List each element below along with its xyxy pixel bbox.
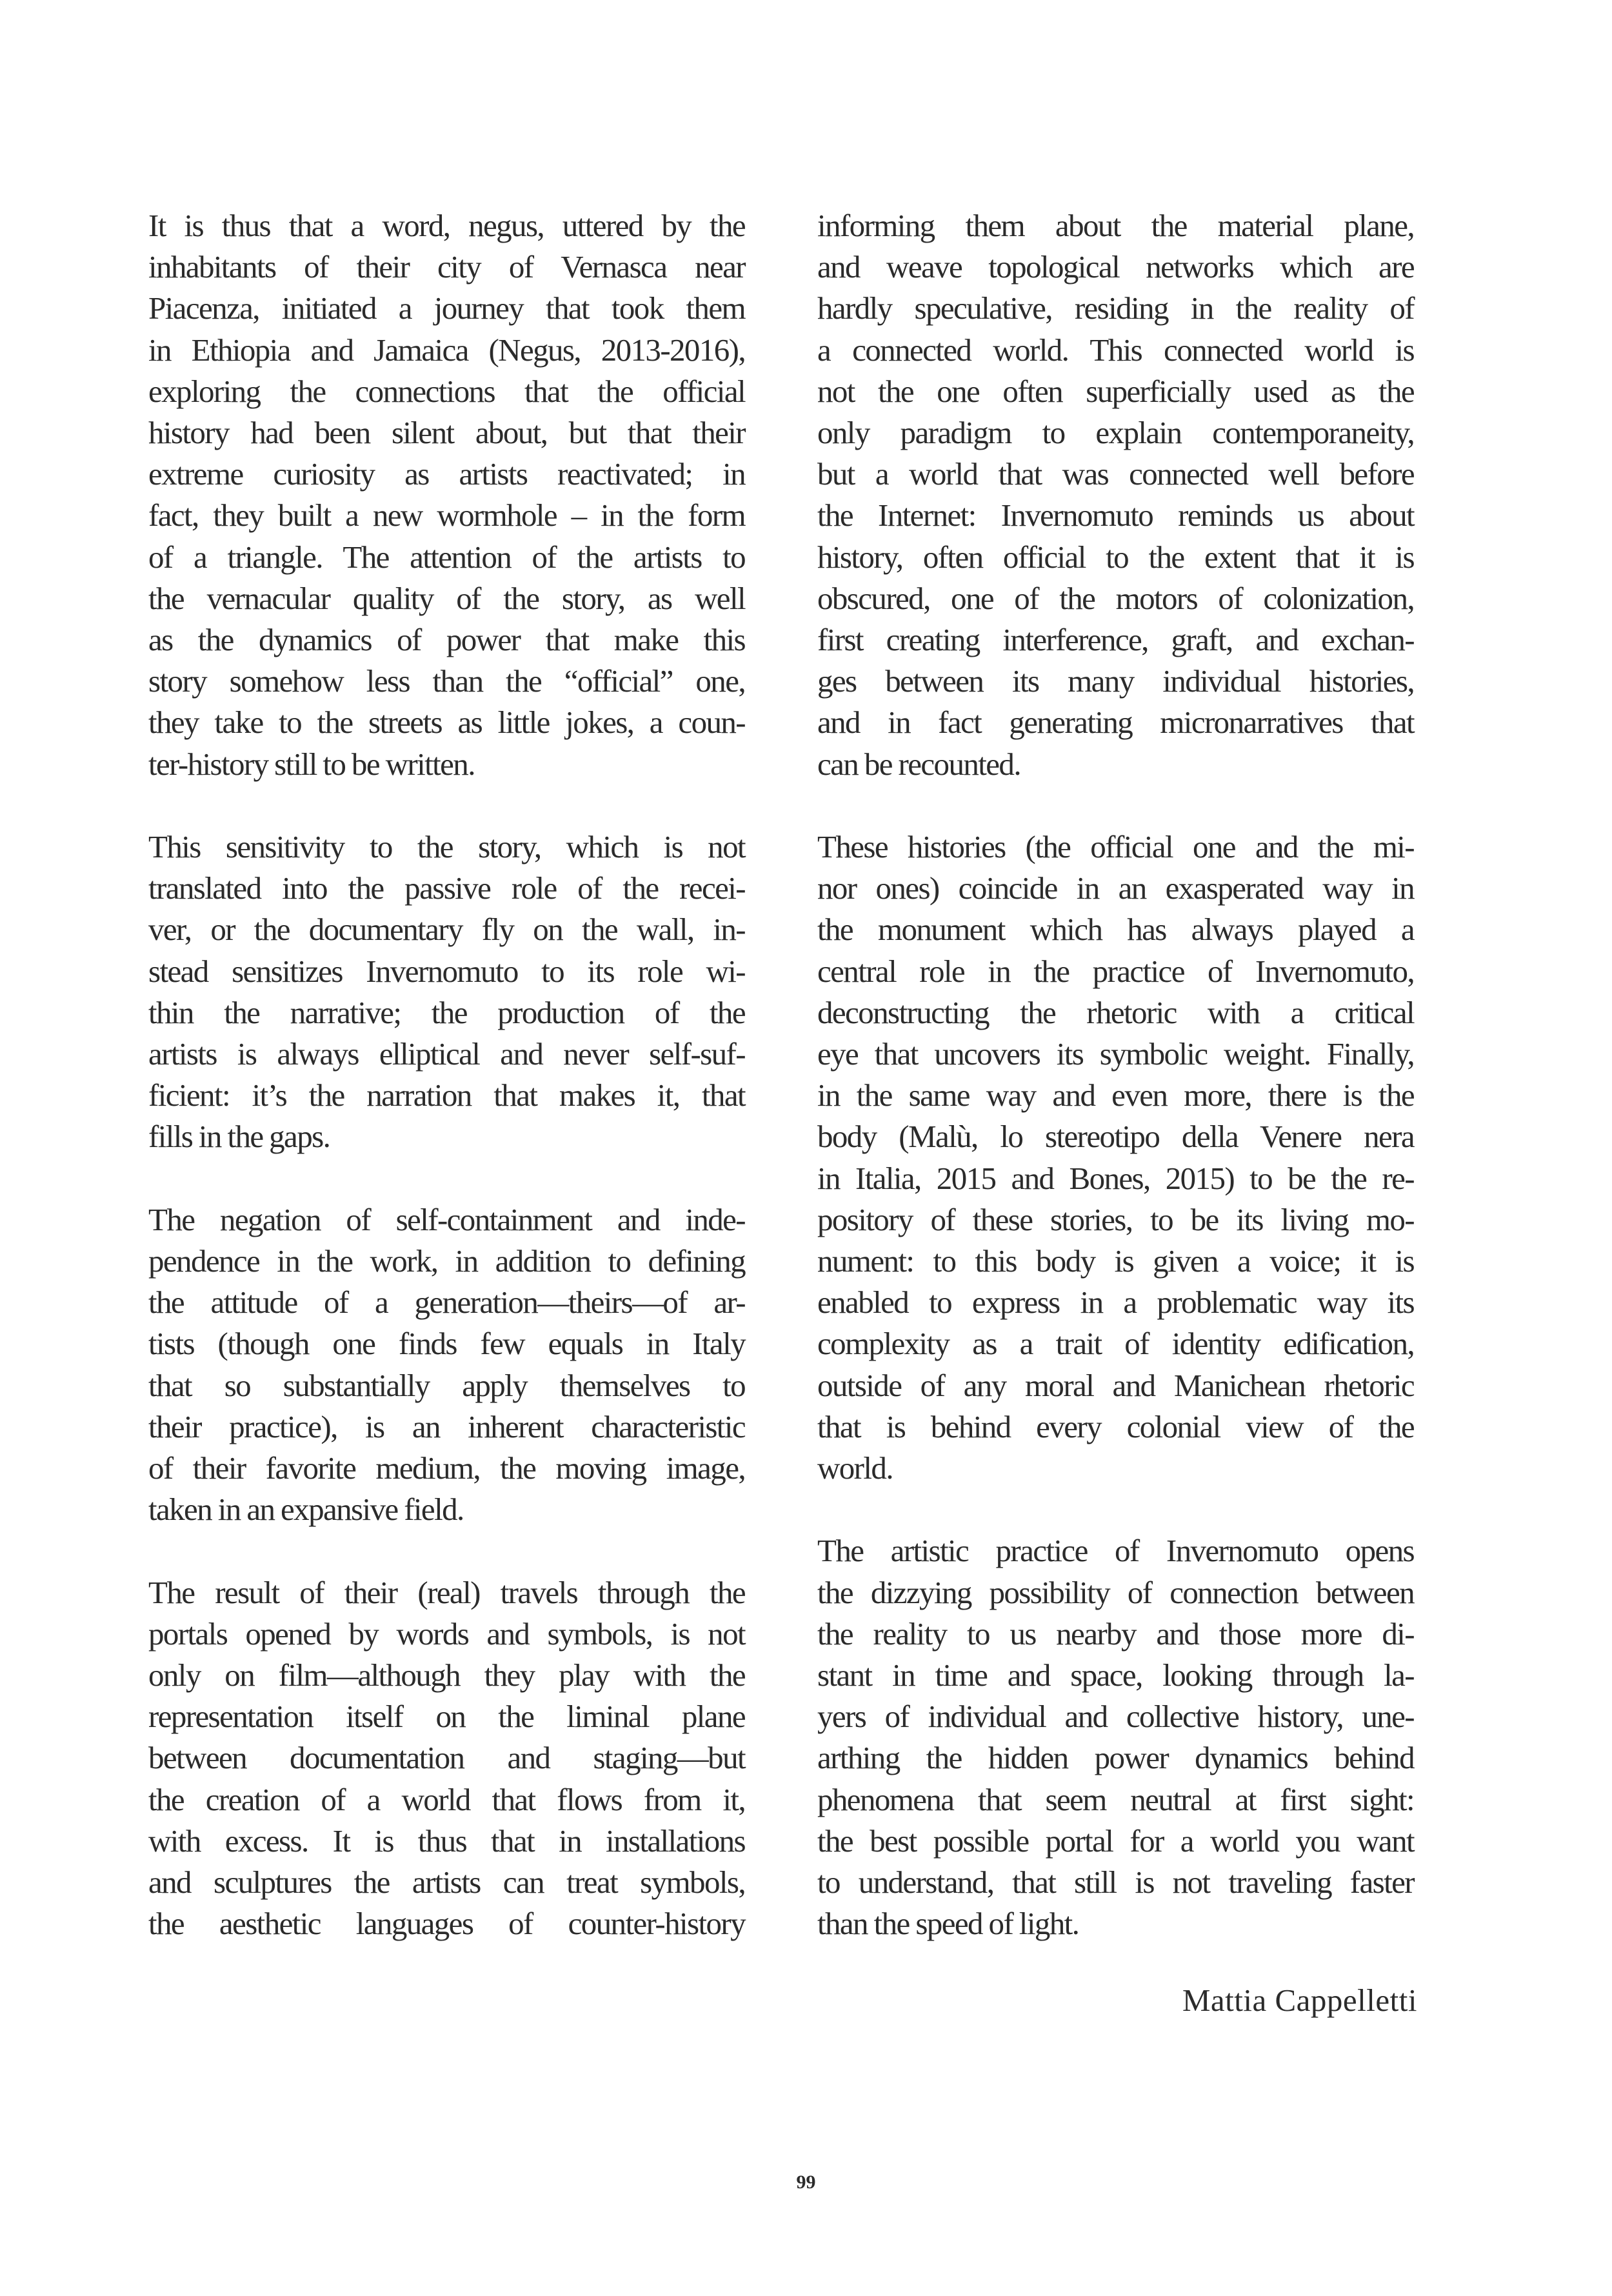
text-line: of their favorite medium, the moving image, [148,1450,745,1486]
text-line: only paradigm to explain contemporaneity, [817,415,1414,451]
text-line: The negation of self-containment and inde- [148,1201,745,1237]
text-line: translated into the passive role of the recei- [148,870,745,906]
text-line: exploring the connections that the official [148,373,745,409]
text-line: the attitude of a generation—theirs—of ar- [148,1284,745,1321]
text-line: stant in time and space, looking through la- [817,1657,1414,1693]
paragraph [817,1530,1414,1944]
text-line: body (Malù, lo stereotipo della Venere nera [817,1119,1414,1155]
text-line: complexity as a trait of identity edification, [817,1326,1414,1362]
text-line: the reality to us nearby and those more di- [817,1615,1414,1652]
text-line: in the same way and even more, there is the [817,1077,1414,1113]
text-line: the monument which has always played a [817,912,1414,948]
text-line: first creating interference, graft, and exchan- [817,622,1414,658]
text-line: inhabitants of their city of Vernasca near [148,249,745,285]
text-line: portals opened by words and symbols, is not [148,1615,745,1652]
text-line: eye that uncovers its symbolic weight. Finally, [817,1036,1414,1072]
text-line: Piacenza, initiated a journey that took them [148,290,745,326]
text-line: hardly speculative, residing in the reality of [817,290,1414,326]
text-line: history, often official to the extent that it is [817,539,1414,575]
text-line: of a triangle. The attention of the artists to [148,539,745,575]
paragraph [148,826,745,1158]
text-line: world. [817,1450,893,1486]
text-line: with excess. It is thus that in installations [148,1822,745,1859]
text-line: arthing the hidden power dynamics behind [817,1740,1414,1776]
text-line: It is thus that a word, negus, uttered by the [148,208,745,243]
text-line: that so substantially apply themselves to [148,1367,745,1403]
text-line: not the one often superficially used as the [817,373,1414,409]
text-line: informing them about the material plane, [817,208,1414,243]
text-line: between documentation and staging—but [148,1740,745,1776]
text-line: in Ethiopia and Jamaica (Negus, 2013-2016), [148,332,745,368]
text-line: can be recounted. [817,746,1020,782]
text-line: pository of these stories, to be its living mo- [817,1201,1414,1237]
text-line: history had been silent about, but that their [148,415,745,451]
right-column [817,205,1414,1986]
text-line: but a world that was connected well before [817,456,1414,492]
page-number: 99 [796,2171,816,2193]
text-line: ficient: it’s the narration that makes it, that [148,1077,745,1113]
paragraph [148,1199,745,1531]
text-line: The result of their (real) travels through the [148,1574,745,1610]
text-line: artists is always elliptical and never self-suf- [148,1036,745,1072]
text-line: the Internet: Invernomuto reminds us about [817,497,1414,534]
text-line: This sensitivity to the story, which is not [148,829,745,865]
text-line: thin the narrative; the production of the [148,994,745,1030]
paragraph [817,205,1414,785]
text-line: yers of individual and collective history, une- [817,1699,1414,1735]
text-line: in Italia, 2015 and Bones, 2015) to be the re- [817,1160,1414,1196]
text-line: ter-history still to be written. [148,746,475,782]
text-line: as the dynamics of power that make this [148,622,745,658]
text-line: extreme curiosity as artists reactivated; in [148,456,745,492]
text-line: nument: to this body is given a voice; it is [817,1243,1414,1279]
text-line: than the speed of light. [817,1906,1079,1942]
text-line: tists (though one finds few equals in Italy [148,1326,745,1362]
text-line: nor ones) coincide in an exasperated way in [817,870,1414,906]
text-line: the aesthetic languages of counter-history [148,1906,745,1942]
text-line: and in fact generating micronarratives that [817,704,1414,741]
paragraph [817,826,1414,1489]
paragraph [148,1572,745,1945]
text-line: pendence in the work, in addition to defining [148,1243,745,1279]
text-line: the dizzying possibility of connection between [817,1574,1414,1610]
text-line: they take to the streets as little jokes, a coun- [148,704,745,741]
left-column [148,205,745,1986]
text-line: representation itself on the liminal plane [148,1699,745,1735]
text-line: obscured, one of the motors of colonization, [817,580,1414,616]
text-line: The artistic practice of Invernomuto opens [817,1533,1414,1569]
text-line: the vernacular quality of the story, as well [148,580,745,616]
text-line: the creation of a world that flows from it, [148,1781,745,1817]
text-line: the best possible portal for a world you want [817,1822,1414,1859]
text-line: phenomena that seem neutral at first sight: [817,1781,1414,1817]
text-line: fills in the gaps. [148,1119,330,1155]
text-line: and weave topological networks which are [817,249,1414,285]
text-line: that is behind every colonial view of the [817,1408,1414,1444]
text-line: deconstructing the rhetoric with a critical [817,994,1414,1030]
text-line: ges between its many individual histories, [817,663,1414,699]
text-line: stead sensitizes Invernomuto to its role wi- [148,953,745,989]
text-line: story somehow less than the “official” one, [148,663,745,699]
text-line: only on film—although they play with the [148,1657,745,1693]
text-line: taken in an expansive field. [148,1492,464,1528]
text-line: a connected world. This connected world is [817,332,1414,368]
text-line: enabled to express in a problematic way its [817,1284,1414,1321]
text-line: and sculptures the artists can treat symbols, [148,1864,745,1901]
text-line: These histories (the official one and the mi- [817,829,1414,865]
text-line: ver, or the documentary fly on the wall, in- [148,912,745,948]
text-line: central role in the practice of Invernomuto, [817,953,1414,989]
text-line: outside of any moral and Manichean rhetoric [817,1367,1414,1403]
text-line: their practice), is an inherent characteristic [148,1408,745,1444]
text-line: fact, they built a new wormhole – in the form [148,497,745,534]
author-signature: Mattia Cappelletti [1182,1982,1417,2018]
text-line: to understand, that still is not traveling faster [817,1864,1414,1901]
paragraph [148,205,745,785]
